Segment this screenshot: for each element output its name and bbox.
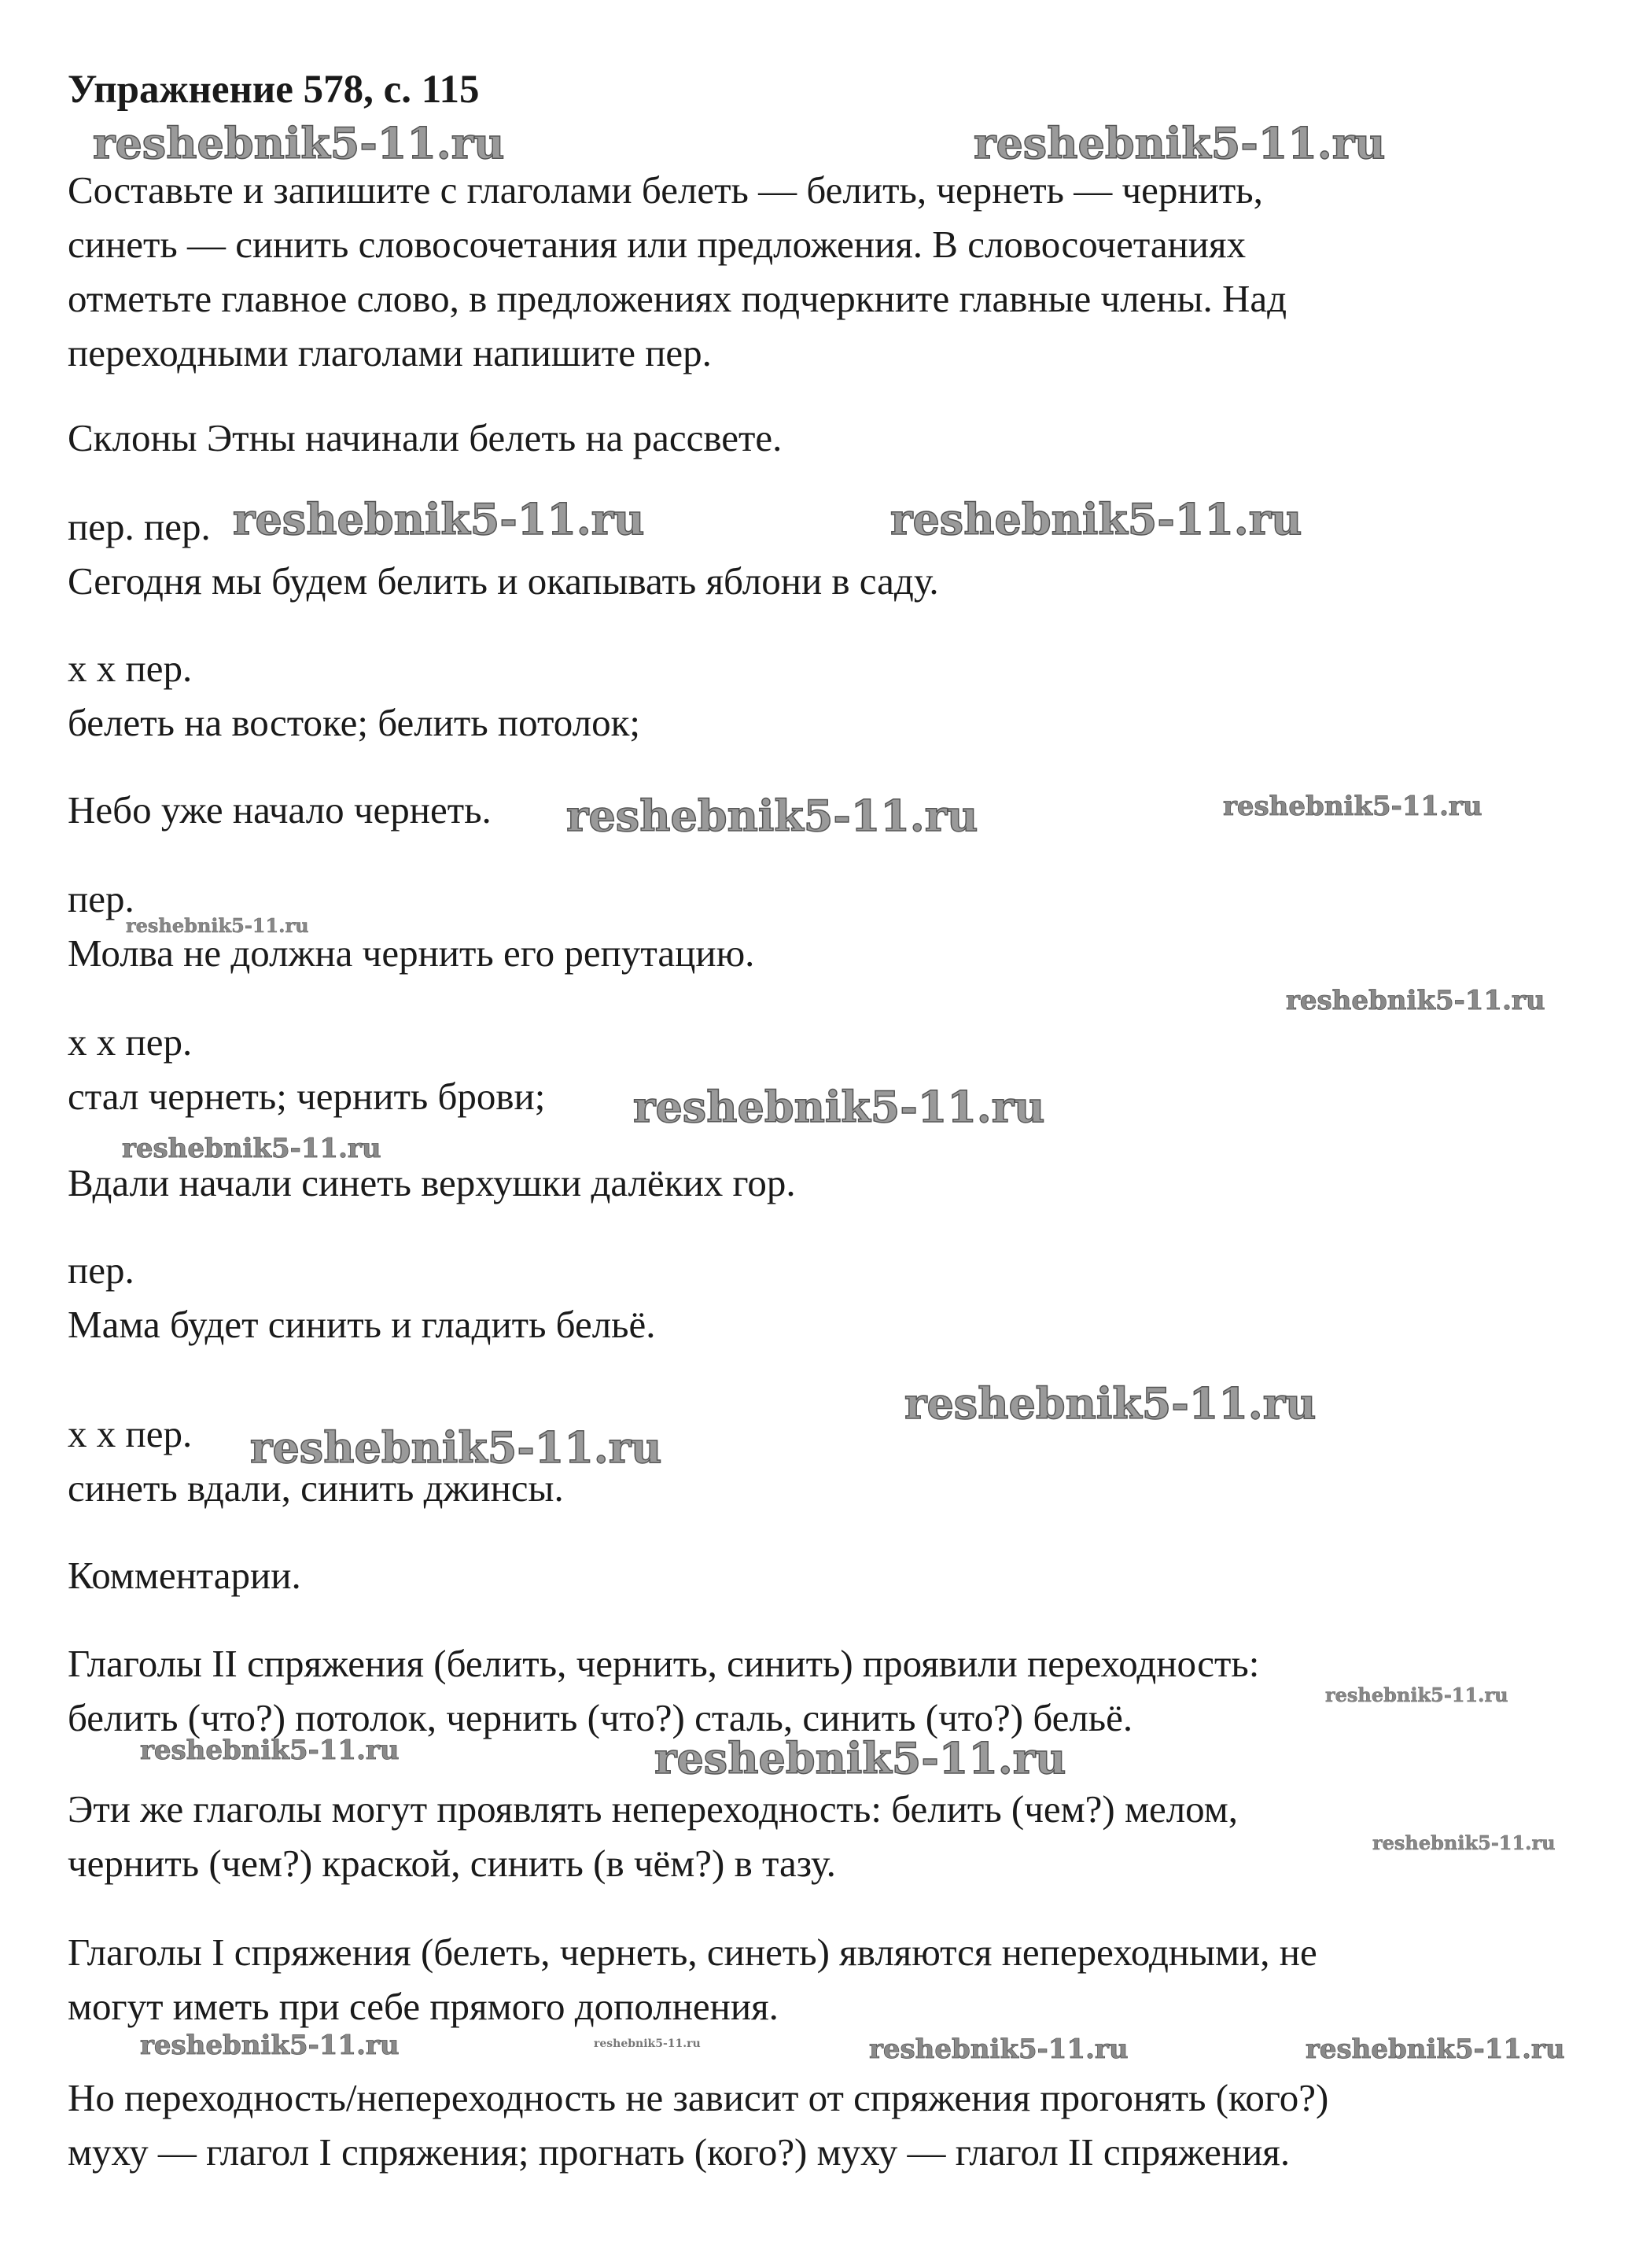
watermark: reshebnik5-11.ru: [904, 1378, 1317, 1429]
answer-marks-5: пер.: [68, 877, 134, 920]
answer-sentence-7: Вдали начали синеть верхушки далёких гор.: [68, 1161, 796, 1204]
watermark: reshebnik5-11.ru: [890, 494, 1302, 544]
answer-sentence-1: Склоны Этны начинали белеть на рассвете.: [68, 416, 783, 459]
watermark: reshebnik5-11.ru: [1325, 1683, 1508, 1706]
watermark: reshebnik5-11.ru: [1306, 2034, 1565, 2065]
watermark: reshebnik5-11.ru: [633, 1082, 1045, 1132]
answer-marks-6: х х пер.: [68, 1020, 193, 1064]
watermark: reshebnik5-11.ru: [250, 1422, 662, 1473]
watermark: reshebnik5-11.ru: [126, 914, 309, 937]
watermark: reshebnik5-11.ru: [566, 791, 978, 841]
watermark: reshebnik5-11.ru: [869, 2034, 1129, 2065]
watermark: reshebnik5-11.ru: [122, 1133, 381, 1164]
watermark: reshebnik5-11.ru: [974, 118, 1386, 168]
comment-p1-line-2: белить (что?) потолок, чернить (что?) сталь, синить (что?) бельё.: [68, 1696, 1133, 1739]
answer-sentence-5: Молва не должна чернить его репутацию.: [68, 931, 755, 975]
answer-sentence-2: Сегодня мы будем белить и окапывать яблони в саду.: [68, 559, 939, 603]
answer-phrase-3: белеть на востоке; белить потолок;: [68, 701, 640, 744]
watermark: reshebnik5-11.ru: [594, 2038, 701, 2050]
comment-p4-line-1: Но переходность/непереходность не зависит от спряжения прогонять (кого?): [68, 2076, 1329, 2119]
watermark: reshebnik5-11.ru: [93, 118, 505, 168]
comment-p2-line-1: Эти же глаголы могут проявлять непереходность: белить (чем?) мелом,: [68, 1787, 1238, 1831]
task-line-4: переходными глаголами напишите пер.: [68, 331, 712, 374]
watermark: reshebnik5-11.ru: [1372, 1831, 1556, 1854]
answer-sentence-8: Мама будет синить и гладить бельё.: [68, 1303, 656, 1346]
answer-marks-9: х х пер.: [68, 1412, 193, 1455]
answer-marks-3: х х пер.: [68, 647, 193, 690]
task-line-2: синеть — синить словосочетания или предложения. В словосочетаниях: [68, 223, 1247, 266]
watermark: reshebnik5-11.ru: [140, 2030, 400, 2061]
task-line-1: Составьте и запишите с глаголами белеть — белить, чернеть — чернить,: [68, 168, 1263, 212]
answer-marks-2: пер. пер.: [68, 505, 211, 548]
answer-phrase-9: синеть вдали, синить джинсы.: [68, 1466, 564, 1510]
comment-p4-line-2: муху — глагол I спряжения; прогнать (кого?) муху — глагол II спряжения.: [68, 2130, 1291, 2174]
task-line-3: отметьте главное слово, в предложениях подчеркните главные члены. Над: [68, 277, 1287, 320]
comments-heading: Комментарии.: [68, 1554, 301, 1597]
watermark: reshebnik5-11.ru: [1223, 791, 1482, 822]
answer-sentence-4: Небо уже начало чернеть.: [68, 788, 492, 832]
watermark: reshebnik5-11.ru: [654, 1733, 1066, 1783]
watermark: reshebnik5-11.ru: [1286, 985, 1545, 1016]
watermark: reshebnik5-11.ru: [233, 494, 645, 544]
comment-p3-line-1: Глаголы I спряжения (белеть, чернеть, синеть) являются непереходными, не: [68, 1931, 1317, 1974]
answer-phrase-6: стал чернеть; чернить брови;: [68, 1075, 546, 1118]
comment-p3-line-2: могут иметь при себе прямого дополнения.: [68, 1985, 779, 2028]
watermark: reshebnik5-11.ru: [140, 1735, 400, 1766]
comment-p2-line-2: чернить (чем?) краской, синить (в чём?) в тазу.: [68, 1842, 836, 1885]
comment-p1-line-1: Глаголы II спряжения (белить, чернить, синить) проявили переходность:: [68, 1642, 1260, 1685]
exercise-title: Упражнение 578, с. 115: [68, 68, 480, 112]
answer-marks-8: пер.: [68, 1248, 134, 1292]
